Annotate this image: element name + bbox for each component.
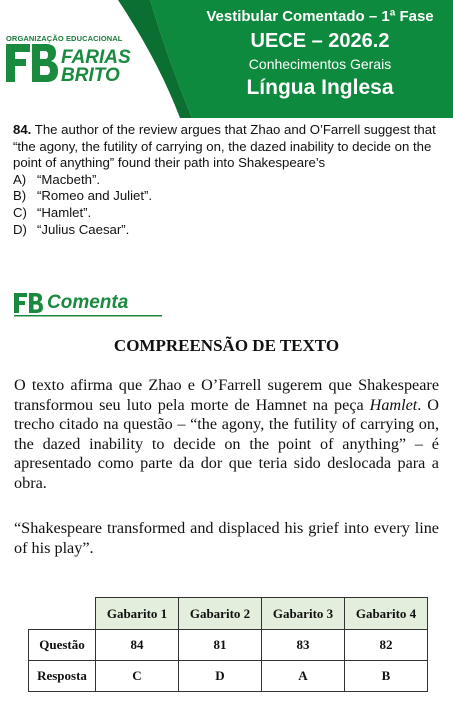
question-block bbox=[13, 122, 441, 238]
header-titles bbox=[192, 6, 448, 102]
comenta-underline bbox=[14, 314, 164, 318]
table-cell: A bbox=[262, 661, 345, 692]
table-row bbox=[29, 630, 428, 661]
section-title: COMPREENSÃO DE TEXTO bbox=[113, 336, 340, 355]
option-a bbox=[13, 172, 441, 189]
org-name: ORGANIZAÇÃO EDUCACIONAL bbox=[6, 34, 123, 43]
table-cell: 84 bbox=[96, 630, 179, 661]
table-header: Gabarito 1 bbox=[96, 598, 179, 630]
option-d bbox=[13, 222, 441, 239]
option-c bbox=[13, 205, 441, 222]
table-row bbox=[29, 661, 428, 692]
table-header-row bbox=[29, 598, 428, 630]
question-number: 84. bbox=[13, 122, 32, 137]
header bbox=[0, 0, 453, 118]
question-options bbox=[13, 172, 441, 238]
row-label: Resposta bbox=[29, 661, 96, 692]
table-header: Gabarito 2 bbox=[179, 598, 262, 630]
farias-brito-logo bbox=[6, 32, 134, 84]
table-cell: B bbox=[345, 661, 428, 692]
comment-p1-part-b: . O trecho citado na questão – “the agony, the futility of carrying on, the dazed inability to decide on the point of anything” – é apresentado como parte da dor que teria sido deslocada para a obra. bbox=[14, 395, 439, 492]
brand-top: FARIAS bbox=[61, 47, 131, 68]
header-area: Conhecimentos Gerais bbox=[248, 56, 392, 72]
table-cell: 82 bbox=[345, 630, 428, 661]
option-text: “Julius Caesar”. bbox=[37, 221, 130, 237]
option-text: “Romeo and Juliet”. bbox=[37, 188, 153, 204]
option-text: “Macbeth”. bbox=[37, 171, 101, 187]
comenta-label bbox=[14, 290, 164, 318]
option-letter: B) bbox=[13, 188, 27, 204]
table-cell: D bbox=[179, 661, 262, 692]
answer-key-table bbox=[28, 597, 428, 692]
option-b bbox=[13, 188, 441, 205]
header-subject: Língua Inglesa bbox=[246, 76, 394, 99]
fb-mini-logo-icon bbox=[14, 291, 44, 315]
comment-paragraph-2: “Shakespeare transformed and displaced his grief into every line of his play”. bbox=[14, 519, 439, 557]
table-header: Gabarito 4 bbox=[345, 598, 428, 630]
header-exam-title: Vestibular Comentado – 1ª Fase bbox=[206, 8, 434, 25]
comment-paragraph-1 bbox=[14, 376, 439, 494]
comment-p1-part-a: O texto afirma que Zhao e O’Farrell sugerem que Shakespeare transformou seu luto pela morte de Hamnet na peça bbox=[14, 376, 439, 414]
table-header: Gabarito 3 bbox=[262, 598, 345, 630]
comenta-text: Comenta bbox=[47, 292, 129, 313]
question-stem bbox=[13, 122, 441, 172]
option-text: “Hamlet”. bbox=[37, 204, 92, 220]
table-cell: C bbox=[96, 661, 179, 692]
brand-bottom: BRITO bbox=[61, 65, 120, 84]
table-corner bbox=[29, 598, 96, 630]
option-letter: A) bbox=[13, 171, 27, 187]
header-exam-year: UECE – 2026.2 bbox=[250, 30, 390, 52]
table-cell: 83 bbox=[262, 630, 345, 661]
table-cell: 81 bbox=[179, 630, 262, 661]
question-text: The author of the review argues that Zhao and O’Farrell suggest that “the agony, the futility of carrying on, the dazed inability to decide on the point of anything” found their path into Shakespeare’s bbox=[13, 122, 436, 171]
comment-p1-italic: Hamlet bbox=[369, 395, 418, 414]
row-label: Questão bbox=[29, 630, 96, 661]
option-letter: C) bbox=[13, 204, 27, 220]
option-letter: D) bbox=[13, 221, 27, 237]
